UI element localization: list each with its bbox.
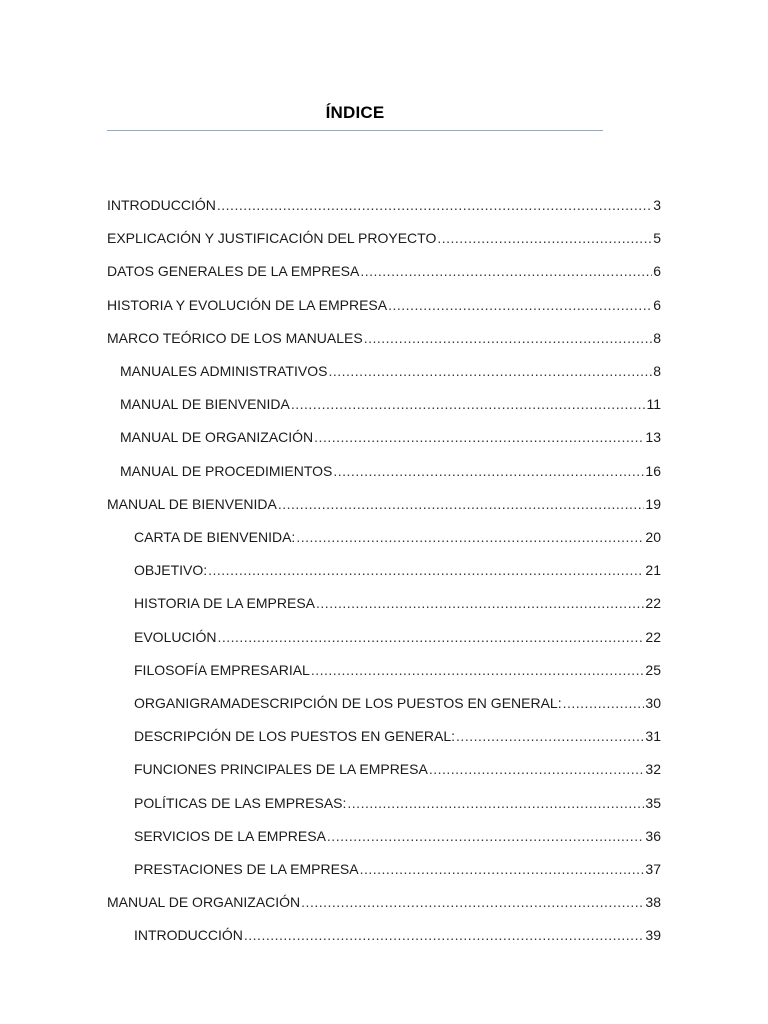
toc-dot-leader — [388, 295, 652, 315]
toc-page-number: 11 — [646, 396, 661, 412]
toc-entry-label: DESCRIPCIÓN DE LOS PUESTOS EN GENERAL: — [134, 728, 456, 744]
toc-entry[interactable] — [120, 461, 661, 481]
toc-page-number: 20 — [645, 529, 661, 545]
toc-entry-label: MANUAL DE BIENVENIDA — [107, 496, 277, 512]
toc-entry[interactable] — [120, 427, 661, 447]
toc-entry[interactable] — [134, 826, 661, 846]
toc-page-number: 6 — [653, 263, 661, 279]
toc-entry-label: POLÍTICAS DE LAS EMPRESAS: — [134, 795, 347, 811]
toc-entry[interactable] — [107, 892, 661, 912]
toc-page-number: 37 — [645, 861, 661, 877]
toc-dot-leader — [217, 627, 644, 647]
toc-entry[interactable] — [134, 859, 661, 879]
toc-page-number: 5 — [653, 230, 661, 246]
toc-page-number: 3 — [653, 197, 661, 213]
toc-entry[interactable] — [134, 627, 661, 647]
toc-page-number: 35 — [645, 795, 661, 811]
toc-dot-leader — [360, 859, 645, 879]
toc-entry[interactable] — [134, 593, 661, 613]
toc-page-number: 21 — [645, 562, 661, 578]
toc-entry-label: FUNCIONES PRINCIPALES DE LA EMPRESA — [134, 761, 428, 777]
toc-entry[interactable] — [134, 793, 661, 813]
toc-entry-label: INTRODUCCIÓN — [107, 197, 216, 213]
toc-entry-label: MARCO TEÓRICO DE LOS MANUALES — [107, 330, 363, 346]
toc-entry[interactable] — [134, 527, 661, 547]
toc-dot-leader — [327, 826, 645, 846]
toc-dot-leader — [316, 593, 644, 613]
toc-page-number: 38 — [645, 894, 661, 910]
toc-page-number: 6 — [653, 297, 661, 313]
toc-dot-leader — [291, 394, 646, 414]
toc-dot-leader — [437, 228, 652, 248]
toc-entry-label: MANUAL DE ORGANIZACIÓN — [120, 429, 314, 445]
toc-entry-label: MANUAL DE ORGANIZACIÓN — [107, 894, 301, 910]
toc-entry[interactable] — [107, 328, 661, 348]
toc-page-number: 32 — [645, 761, 661, 777]
toc-page-number: 25 — [645, 662, 661, 678]
toc-entry-label: OBJETIVO: — [134, 562, 208, 578]
toc-entry-label: MANUAL DE PROCEDIMIENTOS — [120, 463, 333, 479]
toc-entry-label: HISTORIA Y EVOLUCIÓN DE LA EMPRESA — [107, 297, 388, 313]
toc-entry[interactable] — [107, 261, 661, 281]
toc-entry[interactable] — [107, 494, 661, 514]
toc-dot-leader — [278, 494, 645, 514]
toc-dot-leader — [311, 660, 645, 680]
title-underline — [107, 130, 603, 131]
toc-dot-leader — [328, 361, 652, 381]
toc-entry-label: PRESTACIONES DE LA EMPRESA — [134, 861, 359, 877]
toc-page-number: 22 — [645, 595, 661, 611]
toc-dot-leader — [244, 925, 645, 945]
toc-entry[interactable] — [120, 361, 661, 381]
toc-page-number: 19 — [645, 496, 661, 512]
toc-page-number: 31 — [645, 728, 661, 744]
toc-entry[interactable] — [134, 693, 661, 713]
toc-dot-leader — [456, 726, 644, 746]
toc-entry-label: MANUALES ADMINISTRATIVOS — [120, 363, 328, 379]
toc-entry[interactable] — [134, 726, 661, 746]
toc-page-number: 30 — [645, 695, 661, 711]
toc-entry-label: DATOS GENERALES DE LA EMPRESA — [107, 263, 360, 279]
toc-page-number: 36 — [645, 828, 661, 844]
toc-dot-leader — [347, 793, 644, 813]
toc-entry-label: FILOSOFÍA EMPRESARIAL — [134, 662, 310, 678]
toc-entry[interactable] — [120, 394, 661, 414]
toc-dot-leader — [563, 693, 645, 713]
toc-entry[interactable] — [134, 560, 661, 580]
toc-entry-label: SERVICIOS DE LA EMPRESA — [134, 828, 326, 844]
page-title: ÍNDICE — [325, 103, 385, 122]
toc-entry[interactable] — [107, 195, 661, 215]
toc-entry-label: HISTORIA DE LA EMPRESA — [134, 595, 316, 611]
toc-dot-leader — [217, 195, 652, 215]
toc-dot-leader — [296, 527, 644, 547]
toc-entry[interactable] — [134, 660, 661, 680]
toc-page-number: 22 — [645, 629, 661, 645]
toc-entry-label: EXPLICACIÓN Y JUSTIFICACIÓN DEL PROYECTO — [107, 230, 437, 246]
toc-entry-label: MANUAL DE BIENVENIDA — [120, 396, 290, 412]
toc-entry-label: ORGANIGRAMADESCRIPCIÓN DE LOS PUESTOS EN GENERAL: — [134, 695, 562, 711]
toc-entry-label: INTRODUCCIÓN — [134, 927, 243, 943]
toc-dot-leader — [360, 261, 652, 281]
toc-dot-leader — [301, 892, 644, 912]
toc-dot-leader — [208, 560, 644, 580]
toc-page-number: 16 — [645, 463, 661, 479]
toc-dot-leader — [364, 328, 653, 348]
toc-page-number: 13 — [645, 429, 661, 445]
toc-page-number: 8 — [653, 363, 661, 379]
toc-dot-leader — [314, 427, 644, 447]
toc-entry-label: EVOLUCIÓN — [134, 629, 217, 645]
toc-entry[interactable] — [107, 295, 661, 315]
toc-page-number: 39 — [645, 927, 661, 943]
toc-entry[interactable] — [134, 759, 661, 779]
toc-entry-label: CARTA DE BIENVENIDA: — [134, 529, 296, 545]
toc-dot-leader — [429, 759, 645, 779]
toc-page-number: 8 — [653, 330, 661, 346]
toc-entry[interactable] — [107, 228, 661, 248]
toc-entry[interactable] — [134, 925, 661, 945]
toc-dot-leader — [333, 461, 644, 481]
